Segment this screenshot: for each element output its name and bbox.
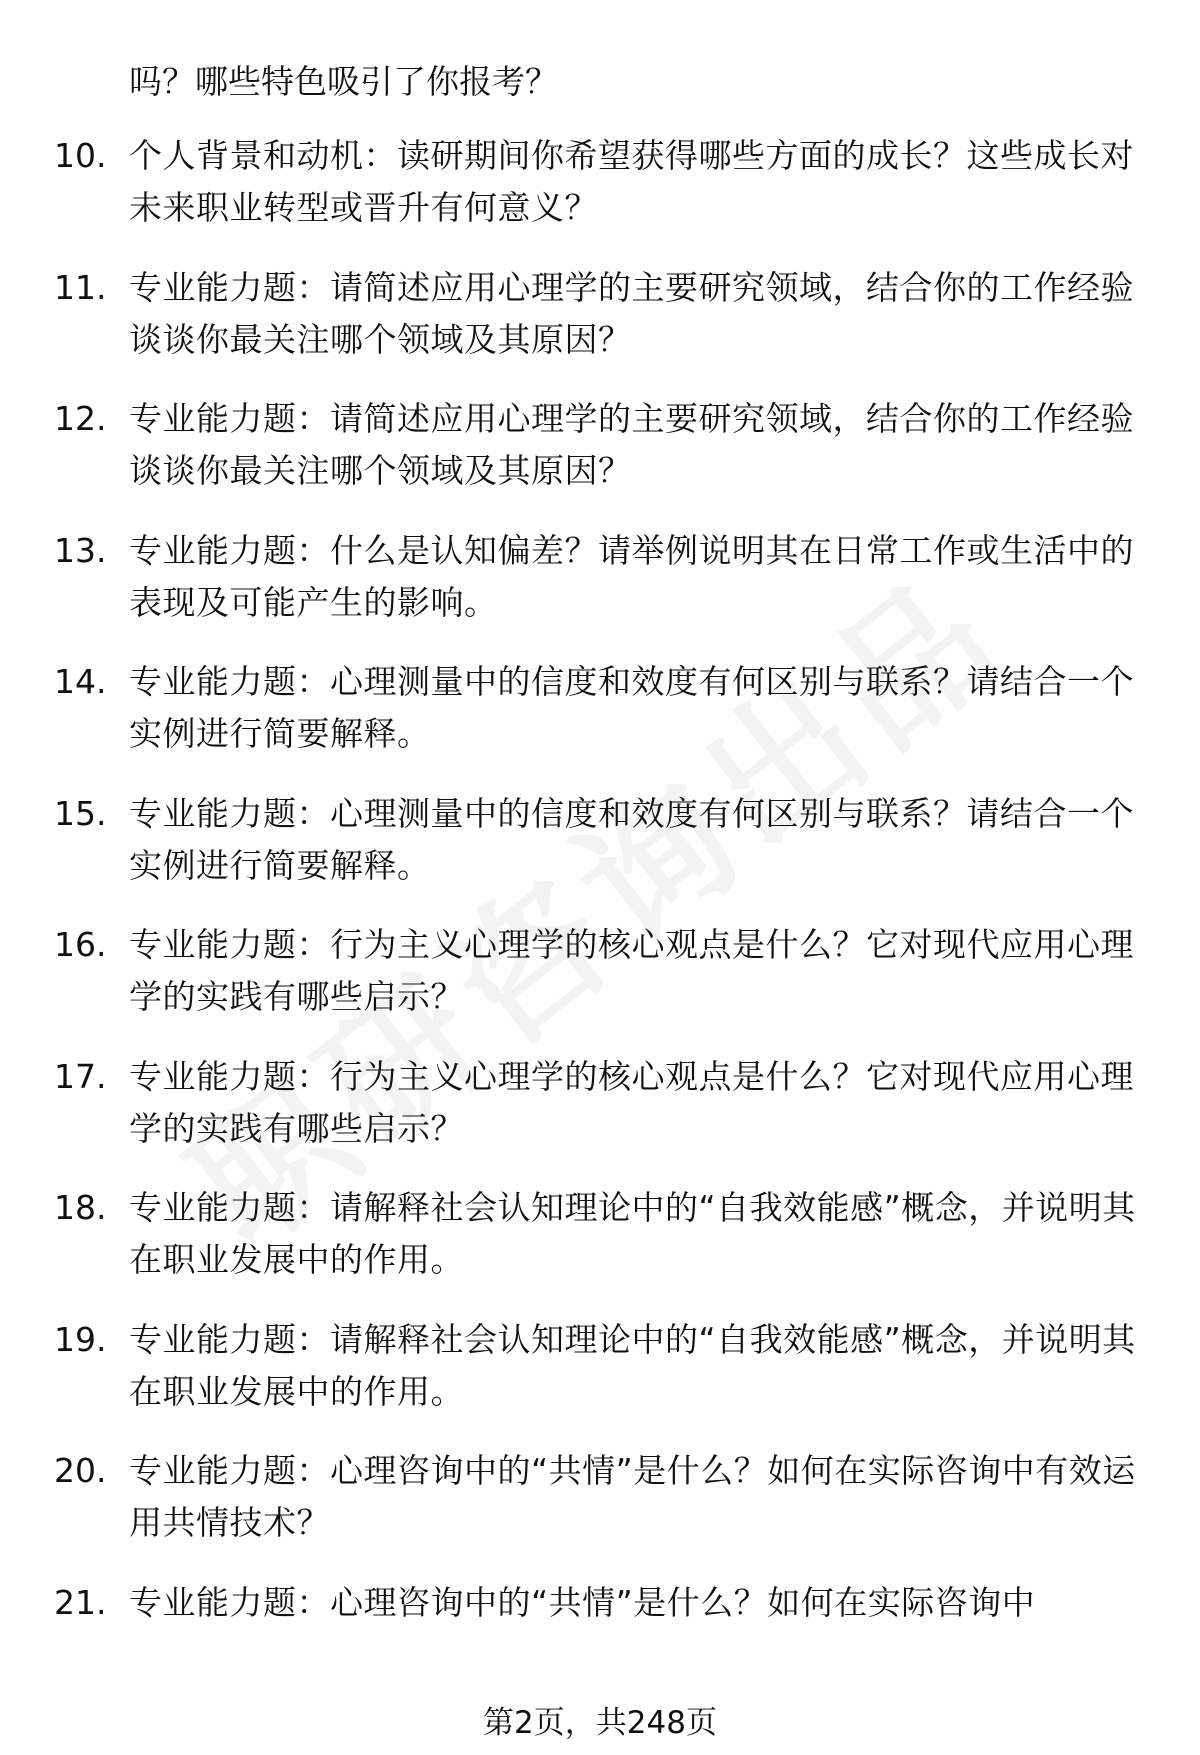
question-item-16 bbox=[54, 919, 1154, 1051]
continued-question-text: 吗？哪些特色吸引了你报考？ bbox=[129, 62, 558, 101]
question-number: 11. bbox=[54, 267, 107, 307]
question-number: 17. bbox=[54, 1056, 107, 1096]
question-item-21 bbox=[54, 1577, 1154, 1709]
question-number: 14. bbox=[54, 662, 107, 701]
question-number: 15. bbox=[54, 793, 107, 833]
question-item-20 bbox=[54, 1445, 1154, 1577]
question-text: 专业能力题：请简述应用心理学的主要研究领域，结合你的工作经验谈谈你最关注哪个领域及其原因？ bbox=[129, 267, 1134, 359]
question-text: 专业能力题：行为主义心理学的核心观点是什么？它对现代应用心理学的实践有哪些启示？ bbox=[129, 1056, 1134, 1148]
question-number: 19. bbox=[54, 1319, 107, 1359]
question-text: 专业能力题：请简述应用心理学的主要研究领域，结合你的工作经验谈谈你最关注哪个领域及其原因？ bbox=[129, 399, 1134, 490]
question-item-11 bbox=[54, 262, 1154, 394]
question-item-14 bbox=[54, 656, 1154, 788]
question-list bbox=[54, 130, 1154, 1708]
question-text: 专业能力题：心理测量中的信度和效度有何区别与联系？请结合一个实例进行简要解释。 bbox=[129, 793, 1134, 885]
question-text: 专业能力题：什么是认知偏差？请举例说明其在日常工作或生活中的表现及可能产生的影响。 bbox=[129, 530, 1134, 622]
question-number: 21. bbox=[54, 1582, 107, 1622]
question-text: 专业能力题：心理咨询中的“共情”是什么？如何在实际咨询中 bbox=[129, 1582, 1036, 1622]
question-item-18 bbox=[54, 1182, 1154, 1314]
question-item-19 bbox=[54, 1314, 1154, 1446]
question-text: 专业能力题：心理测量中的信度和效度有何区别与联系？请结合一个实例进行简要解释。 bbox=[129, 662, 1134, 753]
question-text: 个人背景和动机：读研期间你希望获得哪些方面的成长？这些成长对未来职业转型或晋升有何意义？ bbox=[129, 136, 1134, 227]
question-item-10 bbox=[54, 130, 1154, 262]
question-number: 16. bbox=[54, 925, 107, 964]
question-text: 专业能力题：心理咨询中的“共情”是什么？如何在实际咨询中有效运用共情技术？ bbox=[129, 1451, 1136, 1542]
question-item-12 bbox=[54, 393, 1154, 525]
question-text: 专业能力题：请解释社会认知理论中的“自我效能感”概念，并说明其在职业发展中的作用。 bbox=[129, 1319, 1136, 1411]
question-number: 12. bbox=[54, 399, 107, 438]
question-text: 专业能力题：请解释社会认知理论中的“自我效能感”概念，并说明其在职业发展中的作用。 bbox=[129, 1188, 1136, 1279]
question-text: 专业能力题：行为主义心理学的核心观点是什么？它对现代应用心理学的实践有哪些启示？ bbox=[129, 925, 1134, 1016]
question-number: 18. bbox=[54, 1188, 107, 1227]
question-number: 20. bbox=[54, 1451, 107, 1490]
page-number-footer: 第2页，共248页 bbox=[483, 1705, 717, 1741]
question-item-15 bbox=[54, 788, 1154, 920]
question-item-17 bbox=[54, 1051, 1154, 1183]
question-number: 13. bbox=[54, 530, 107, 570]
question-number: 10. bbox=[54, 136, 107, 175]
question-item-13 bbox=[54, 525, 1154, 657]
